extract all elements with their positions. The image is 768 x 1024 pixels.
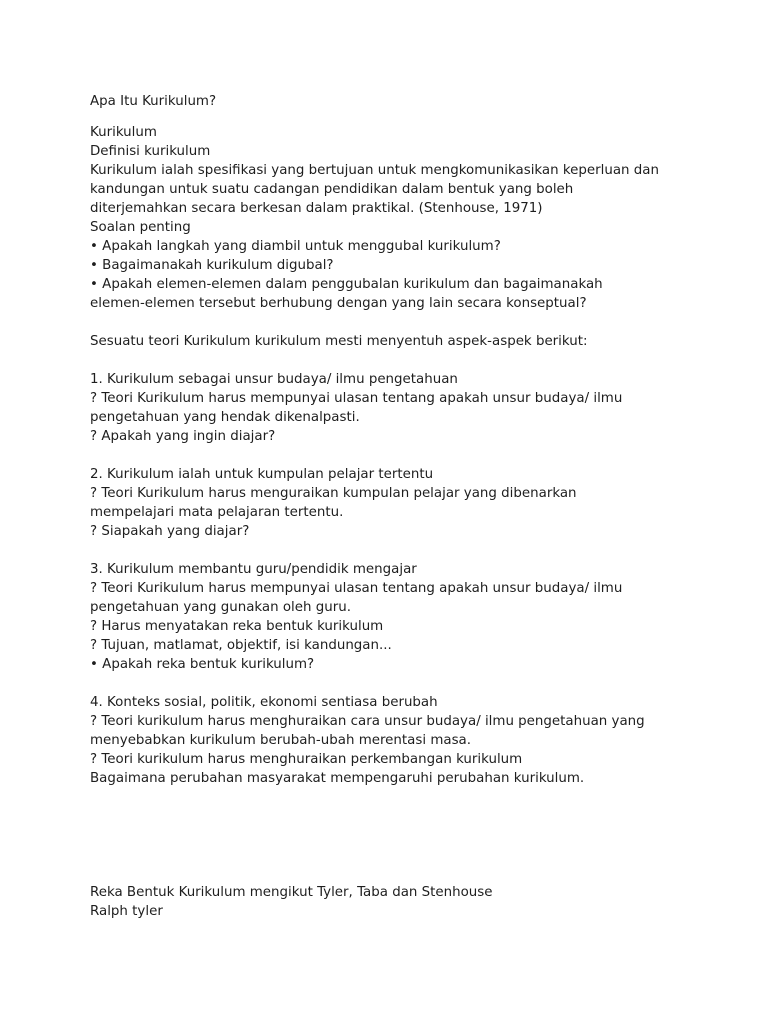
section-2 [90,465,730,541]
intro-line: elemen-elemen tersebut berhubung dengan yang lain secara konseptual? [90,296,587,311]
section-line: ? Tujuan, matlamat, objektif, isi kandungan... [90,638,392,653]
section-4 [90,693,730,788]
spacer [90,111,730,123]
section-line: ? Teori kurikulum harus menghuraikan perkembangan kurikulum [90,752,523,767]
spacer [90,541,730,560]
document-title: Apa Itu Kurikulum? [90,94,217,109]
intro-line: • Apakah elemen-elemen dalam penggubalan kurikulum dan bagaimanakah [90,277,603,292]
section-line: pengetahuan yang gunakan oleh guru. [90,600,351,615]
intro-block [90,123,730,313]
section-line: 4. Konteks sosial, politik, ekonomi sentiasa berubah [90,695,438,710]
spacer [90,351,730,370]
section-line: 2. Kurikulum ialah untuk kumpulan pelajar tertentu [90,467,434,482]
intro-line: Kurikulum [90,125,157,140]
section-line: ? Siapakah yang diajar? [90,524,250,539]
intro-line: Definisi kurikulum [90,144,211,159]
section-line: ? Teori Kurikulum harus menguraikan kumpulan pelajar yang dibenarkan [90,486,577,501]
spacer [90,674,730,693]
section-line: mempelajari mata pelajaran tertentu. [90,505,344,520]
section-1 [90,370,730,446]
section-line: ? Harus menyatakan reka bentuk kurikulum [90,619,384,634]
intro-line: Soalan penting [90,220,191,235]
spacer [90,446,730,465]
document-page [90,92,730,921]
section-line: pengetahuan yang hendak dikenalpasti. [90,410,360,425]
aspects-intro: Sesuatu teori Kurikulum kurikulum mesti menyentuh aspek-aspek berikut: [90,334,588,349]
intro-line: • Bagaimanakah kurikulum digubal? [90,258,334,273]
section-line: • Apakah reka bentuk kurikulum? [90,657,315,672]
section-line: menyebabkan kurikulum berubah-ubah merentasi masa. [90,733,472,748]
intro-line: kandungan untuk suatu cadangan pendidikan dalam bentuk yang boleh [90,182,574,197]
section-line: 1. Kurikulum sebagai unsur budaya/ ilmu pengetahuan [90,372,458,387]
footer-block [90,883,730,921]
intro-line: diterjemahkan secara berkesan dalam praktikal. (Stenhouse, 1971) [90,201,543,216]
intro-line: • Apakah langkah yang diambil untuk menggubal kurikulum? [90,239,501,254]
section-line: ? Teori Kurikulum harus mempunyai ulasan tentang apakah unsur budaya/ ilmu [90,391,623,406]
section-line: ? Teori Kurikulum harus mempunyai ulasan tentang apakah unsur budaya/ ilmu [90,581,623,596]
section-line: 3. Kurikulum membantu guru/pendidik mengajar [90,562,417,577]
intro-line: Kurikulum ialah spesifikasi yang bertujuan untuk mengkomunikasikan keperluan dan [90,163,659,178]
footer-line: Ralph tyler [90,904,163,919]
section-3 [90,560,730,674]
spacer [90,313,730,332]
section-line: ? Apakah yang ingin diajar? [90,429,276,444]
spacer [90,788,730,883]
section-line: Bagaimana perubahan masyarakat mempengaruhi perubahan kurikulum. [90,771,585,786]
footer-line: Reka Bentuk Kurikulum mengikut Tyler, Taba dan Stenhouse [90,885,493,900]
section-line: ? Teori kurikulum harus menghuraikan cara unsur budaya/ ilmu pengetahuan yang [90,714,645,729]
